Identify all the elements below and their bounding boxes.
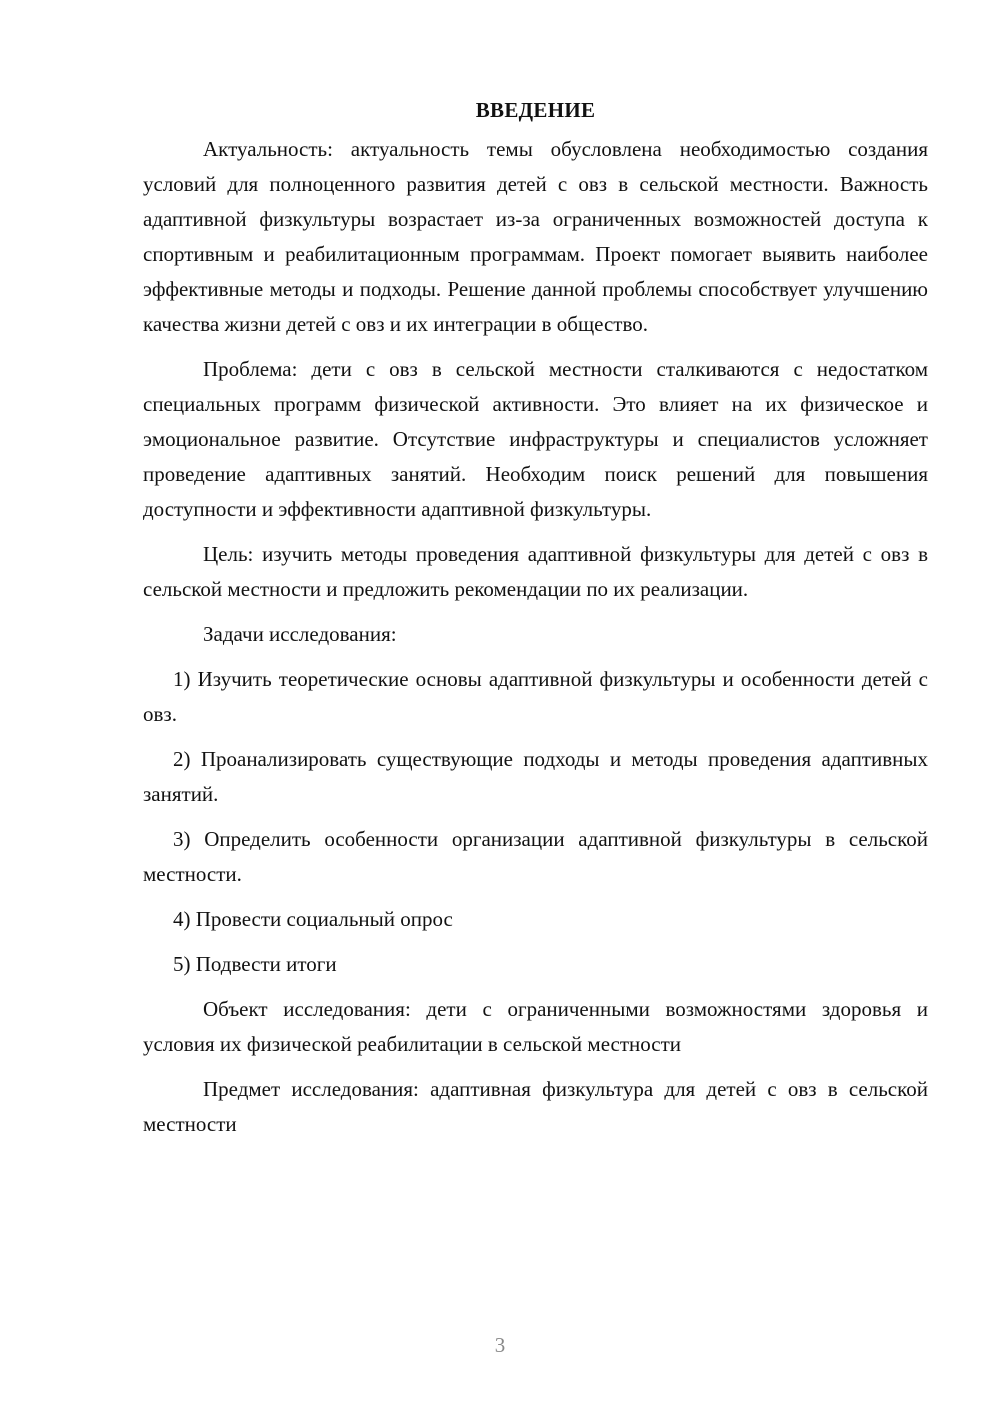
research-object-paragraph: Объект исследования: дети с ограниченными возможностями здоровья и условия их физической реабилитации в сельской местности	[143, 997, 928, 1056]
task-item: 5) Подвести итоги	[173, 952, 337, 976]
tasks-list	[143, 662, 928, 982]
section-title: ВВЕДЕНИЕ	[475, 98, 596, 122]
problem-paragraph: Проблема: дети с овз в сельской местности сталкиваются с недостатком специальных программ физической активности. Это влияет на их физическое и эмоциональное развитие. Отсутствие инфраструктуры и специалистов усложняет проведение адаптивных занятий. Необходим поиск решений для повышения доступности и эффективности адаптивной физкультуры.	[143, 357, 928, 521]
goal-paragraph: Цель: изучить методы проведения адаптивной физкультуры для детей с овз в сельской местности и предложить рекомендации по их реализации.	[143, 542, 928, 601]
task-item: 4) Провести социальный опрос	[173, 907, 453, 931]
relevance-paragraph: Актуальность: актуальность темы обусловлена необходимостью создания условий для полноценного развития детей с овз в сельской местности. Важность адаптивной физкультуры возрастает из-за ограниченных возможностей доступа к спортивным и реабилитационным программам. Проект помогает выявить наиболее эффективные методы и подходы. Решение данной проблемы способствует улучшению качества жизни детей с овз и их интеграции в общество.	[143, 137, 928, 336]
task-item: 3) Определить особенности организации адаптивной физкультуры в сельской местности.	[143, 827, 928, 886]
task-item: 2) Проанализировать существующие подходы и методы проведения адаптивных занятий.	[143, 747, 928, 806]
page-number: 3	[494, 1333, 506, 1357]
tasks-heading: Задачи исследования:	[203, 622, 397, 646]
task-item: 1) Изучить теоретические основы адаптивной физкультуры и особенности детей с овз.	[143, 667, 928, 726]
research-subject-paragraph: Предмет исследования: адаптивная физкультура для детей с овз в сельской местности	[143, 1077, 928, 1136]
page-content	[143, 96, 928, 1152]
